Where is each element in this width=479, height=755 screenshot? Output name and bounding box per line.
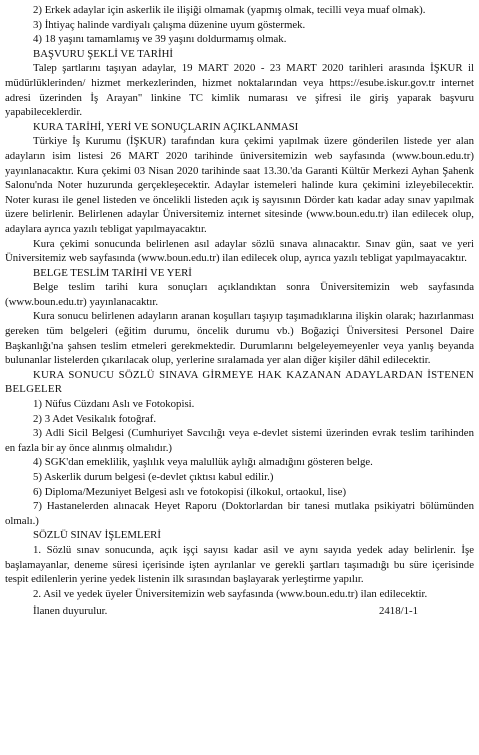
paragraph: 3) Adli Sicil Belgesi (Cumhuriyet Savcılığı veya e-devlet sistemi üzerinden evrak teslim tarihinden en fazla bir ay önce alınmış olmalıdır.) [5, 427, 474, 454]
paragraph: Talep şartlarını taşıyan adaylar, 19 MART 2020 - 23 MART 2020 tarihleri arasında İŞKUR il müdürlüklerinden/ hizmet merkezlerinden, hizmet noktalarından veya https://esube.iskur.gov.tr internet adresi üzerinden İş Arayan" linkine TC kimlik numarası ve şifresi ile giriş yaparak başvuru yapabileceklerdir. [5, 62, 474, 119]
paragraph: 7) Hastanelerden alınacak Heyet Raporu (Doktorlardan bir tanesi mutlaka psikiyatri bölümünden olmalı.) [5, 500, 474, 527]
paragraph: Kura sonucu belirlenen adayların aranan koşulları taşıyıp taşımadıklarına ilişkin olarak; hazırlanması gereken tüm belgeleri (eğitim durumu, öncelik durumu vb.) Boğaziçi Üniversitesi Personel Daire Başkanlığı'na şahsen teslim etmeleri gerekmektedir. Durumlarını belgeleyemeyenler veya yanlış beyanda bulunanlar listelerden çıkarılacak olup, yerlerine sıralamada yer alan diğer kişiler dâhil edilecektir. [5, 310, 474, 367]
document-footer [5, 604, 474, 619]
section-heading: KURA TARİHİ, YERİ VE SONUÇLARIN AÇIKLANMASI [33, 120, 299, 133]
section-heading: SÖZLÜ SINAV İŞLEMLERİ [33, 529, 161, 542]
paragraph: 1) Nüfus Cüzdanı Aslı ve Fotokopisi. [33, 398, 195, 411]
document-body [5, 3, 474, 601]
paragraph: Belge teslim tarihi kura sonuçları açıklandıktan sonra Üniversitemizin web sayfasında (www.boun.edu.tr) yayınlanacaktır. [5, 281, 474, 308]
paragraph: 4) SGK'dan emeklilik, yaşlılık veya malullük aylığı almadığını gösteren belge. [33, 456, 373, 469]
section-heading: KURA SONUCU SÖZLÜ SINAVA GİRMEYE HAK KAZANAN ADAYLARDAN İSTENEN BELGELER [5, 368, 474, 396]
section-heading: BAŞVURU ŞEKLİ VE TARİHİ [33, 47, 174, 60]
paragraph: Türkiye İş Kurumu (İŞKUR) tarafından kura çekimi yapılmak üzere gönderilen listede yer alan adayların isim listesi 26 MART 2020 tarihinde üniversitemizin web sayfasında (www.boun.edu.tr) yayınlanacaktır. Kura çekimi 03 Nisan 2020 tarihinde saat 13.30.'da Garanti Kültür Merkezi Ayhan Şahenk Salonu'nda Noter huzurunda gerçekleşecektir. Adaylar istemeleri halinde kura çekimini izleyebilecektir. Noter kurası ile genel listeden ve öncelikli listeden açık iş sayısının Dörder katı kadar aday sınav yapılmak üzere belirlenir. Belirlenen adaylar Üniversitemiz internet sitesinde (www.boun.edu.tr) ilan edilecek olup, adaylara ayrıca yazılı tebligat yapılmayacaktır. [5, 135, 474, 235]
paragraph: 2) 3 Adet Vesikalık fotoğraf. [33, 412, 157, 425]
paragraph: 2) Erkek adaylar için askerlik ile ilişiği olmamak (yapmış olmak, tecilli veya muaf olmak). [33, 4, 426, 16]
paragraph: 6) Diploma/Mezuniyet Belgesi aslı ve fotokopisi (ilkokul, ortaokul, lise) [33, 485, 347, 498]
announcement-reference-number: 2418/1-1 [379, 605, 418, 618]
paragraph: 4) 18 yaşını tamamlamış ve 39 yaşını doldurmamış olmak. [33, 33, 287, 46]
paragraph: 5) Askerlik durum belgesi (e-devlet çıktısı kabul edilir.) [33, 471, 274, 483]
section-heading: BELGE TESLİM TARİHİ VE YERİ [33, 266, 192, 279]
announcement-closing: İlanen duyurulur. [33, 605, 108, 618]
paragraph: 1. Sözlü sınav sonucunda, açık işçi sayısı kadar asil ve aynı sayıda yedek aday belirlenir. İşe başlamayanlar, deneme süresi içerisinde işten ayrılanlar ve gerekli şartları taşımadığı bu süre içerisinde tespit edilenlerin yerine yedek listenin ilk sırasından başlayarak yerleştirme yapılır. [5, 543, 474, 586]
paragraph: 2. Asil ve yedek üyeler Üniversitemizin web sayfasında (www.boun.edu.tr) ilan edilecektir. [33, 587, 428, 600]
paragraph: Kura çekimi sonucunda belirlenen asıl adaylar sözlü sınava alınacaktır. Sınav gün, saat ve yeri Üniversitemiz web sayfasında (www.boun.edu.tr) ilan edilecek olup, ayrıca yazılı tebligat yapılmayacaktır. [5, 237, 474, 265]
paragraph: 3) İhtiyaç halinde vardiyalı çalışma düzenine uyum göstermek. [33, 18, 306, 31]
